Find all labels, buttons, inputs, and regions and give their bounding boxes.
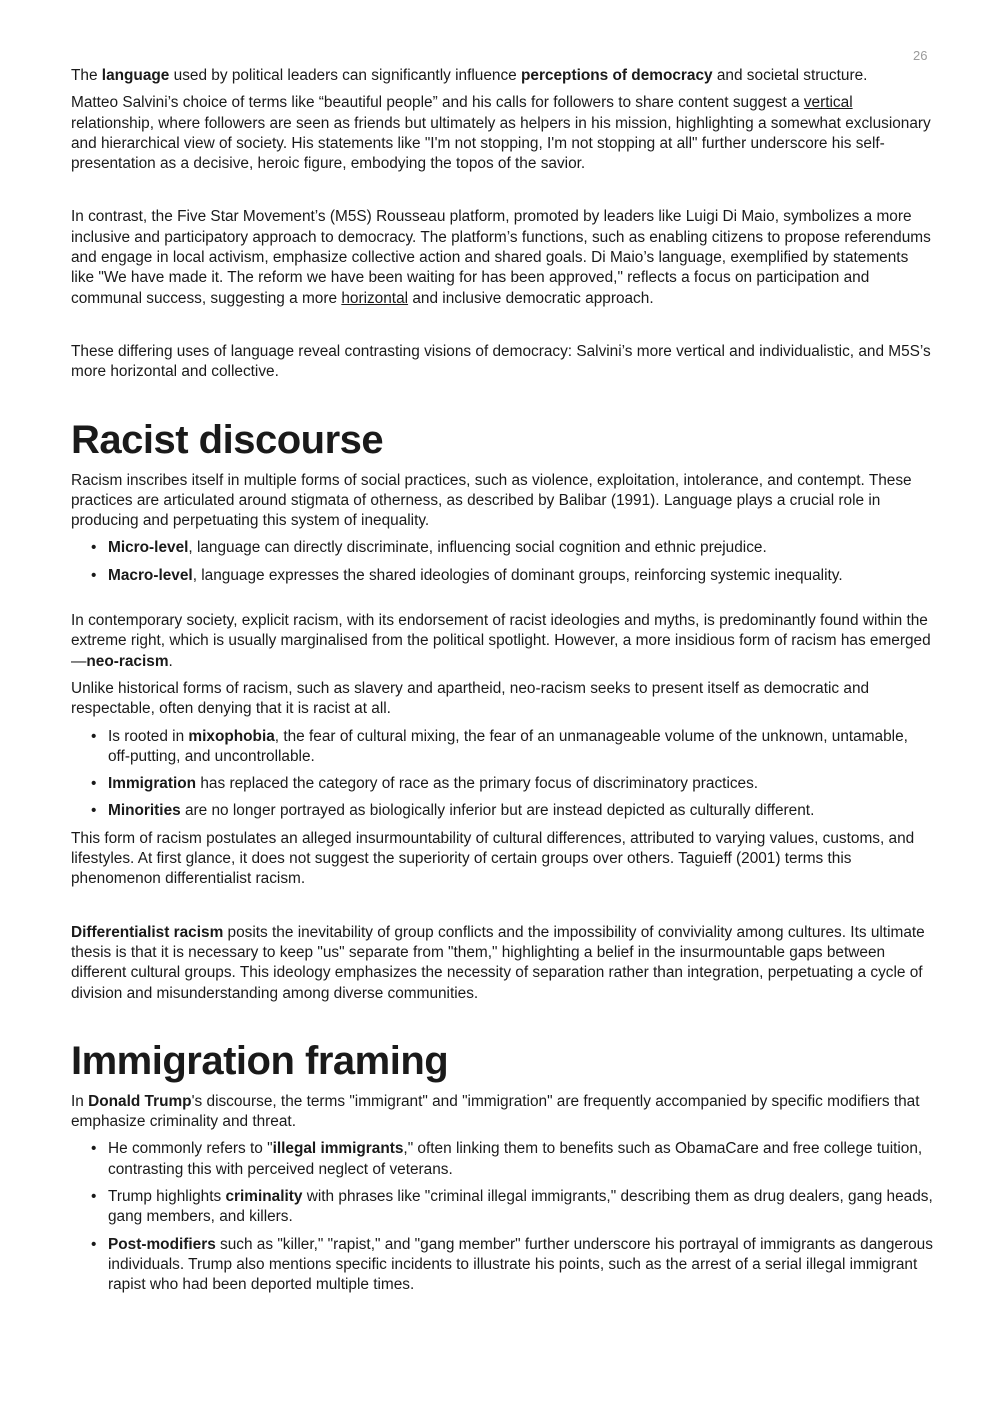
- document-body: [71, 66, 933, 1302]
- list-item: • Post-modifiers such as "killer," "rapist," and "gang member" further underscore his portrayal of immigrants as dangerous individuals. Trump also mentions specific incidents to illustrate his points, such as the arrest of a serial illegal immigrant rapist who had been deported multiple times.: [108, 1235, 933, 1296]
- list-item: • He commonly refers to "illegal immigrants," often linking them to benefits such as ObamaCare and free college tuition, contrasting this with perceived neglect of veterans.: [108, 1139, 933, 1180]
- paragraph-cultural-differences: This form of racism postulates an alleged insurmountability of cultural differences, attributed to varying values, customs, and lifestyles. At first glance, it does not suggest the superiority of certain groups over others. Taguieff (2001) terms this phenomenon differentialist racism.: [71, 829, 915, 888]
- list-item: • Micro-level, language can directly discriminate, influencing social cognition and ethnic prejudice.: [108, 538, 933, 558]
- paragraph-trump-discourse: In Donald Trump's discourse, the terms "immigrant" and "immigration" are frequently accompanied by specific modifiers that emphasize criminality and threat.: [71, 1092, 920, 1131]
- paragraph-differing-uses: These differing uses of language reveal contrasting visions of democracy: Salvini’s more vertical and individualistic, and M5S’s more horizontal and collective.: [71, 342, 931, 381]
- paragraph-salvini: Matteo Salvini’s choice of terms like “beautiful people” and his calls for followers to share content suggest a vertical relationship, where followers are seen as friends but ultimately as helpers in his mission, highlighting a somewhat exclusionary and hierarchical view of society. His statements like "I'm not stopping, I'm not stopping at all" further underscore his self-presentation as a decisive, heroic figure, embodying the topos of the savior.: [71, 94, 931, 173]
- paragraph-m5s: In contrast, the Five Star Movement’s (M5S) Rousseau platform, promoted by leaders like Luigi Di Maio, symbolizes a more inclusive and participatory approach to democracy. The platform’s functions, such as enabling citizens to propose referendums and engage in local activism, emphasize collective action and shared goals. Di Maio’s language, exemplified by statements like "We have made it. The reform we have been waiting for has been approved," reflects a focus on participation and communal success, suggesting a more horizontal and inclusive democratic approach.: [71, 208, 931, 307]
- list-item: • Minorities are no longer portrayed as biologically inferior but are instead depicted as culturally different.: [108, 801, 933, 821]
- paragraph-explicit-racism: In contemporary society, explicit racism, with its endorsement of racist ideologies and myths, is predominantly found within the extreme right, which is usually marginalised from the political spotlight. However, a more insidious form of racism has emerged—neo-racism.: [71, 612, 931, 670]
- page-number: 26: [913, 48, 928, 63]
- paragraph-neo-racism: Unlike historical forms of racism, such as slavery and apartheid, neo-racism seeks to present itself as democratic and respectable, often denying that it is racist at all.: [71, 679, 870, 718]
- list-item: • Immigration has replaced the category of race as the primary focus of discriminatory practices.: [108, 774, 933, 794]
- heading-racist-discourse: Racist discourse: [71, 417, 384, 462]
- paragraph-differentialist-racism: Differentialist racism posits the inevitability of group conflicts and the impossibility of conviviality among cultures. Its ultimate thesis is that it is necessary to keep "us" separate from "them," highlighting a belief in the insurmountable gaps between different cultural groups. This ideology emphasizes the necessity of separation rather than integration, perpetuating a cycle of division and misunderstanding among diverse communities.: [71, 923, 925, 1002]
- trump-list: [71, 1139, 933, 1295]
- heading-immigration-framing: Immigration framing: [71, 1038, 449, 1083]
- paragraph-language-influence: The language used by political leaders can significantly influence perceptions of democracy and societal structure.: [71, 67, 868, 84]
- paragraph-racism-forms: Racism inscribes itself in multiple forms of social practices, such as violence, exploitation, intolerance, and contempt. These practices are articulated around stigmata of otherness, as described by Balibar (1991). Language plays a crucial role in producing and perpetuating this system of inequality.: [71, 471, 912, 530]
- levels-list: [71, 538, 933, 586]
- list-item: • Trump highlights criminality with phrases like "criminal illegal immigrants," describing them as drug dealers, gang heads, gang members, and killers.: [108, 1187, 933, 1228]
- neo-racism-list: [71, 727, 933, 822]
- list-item: • Macro-level, language expresses the shared ideologies of dominant groups, reinforcing systemic inequality.: [108, 566, 933, 586]
- list-item: • Is rooted in mixophobia, the fear of cultural mixing, the fear of an unmanageable volume of the unknown, untamable, off-putting, and uncontrollable.: [108, 727, 933, 768]
